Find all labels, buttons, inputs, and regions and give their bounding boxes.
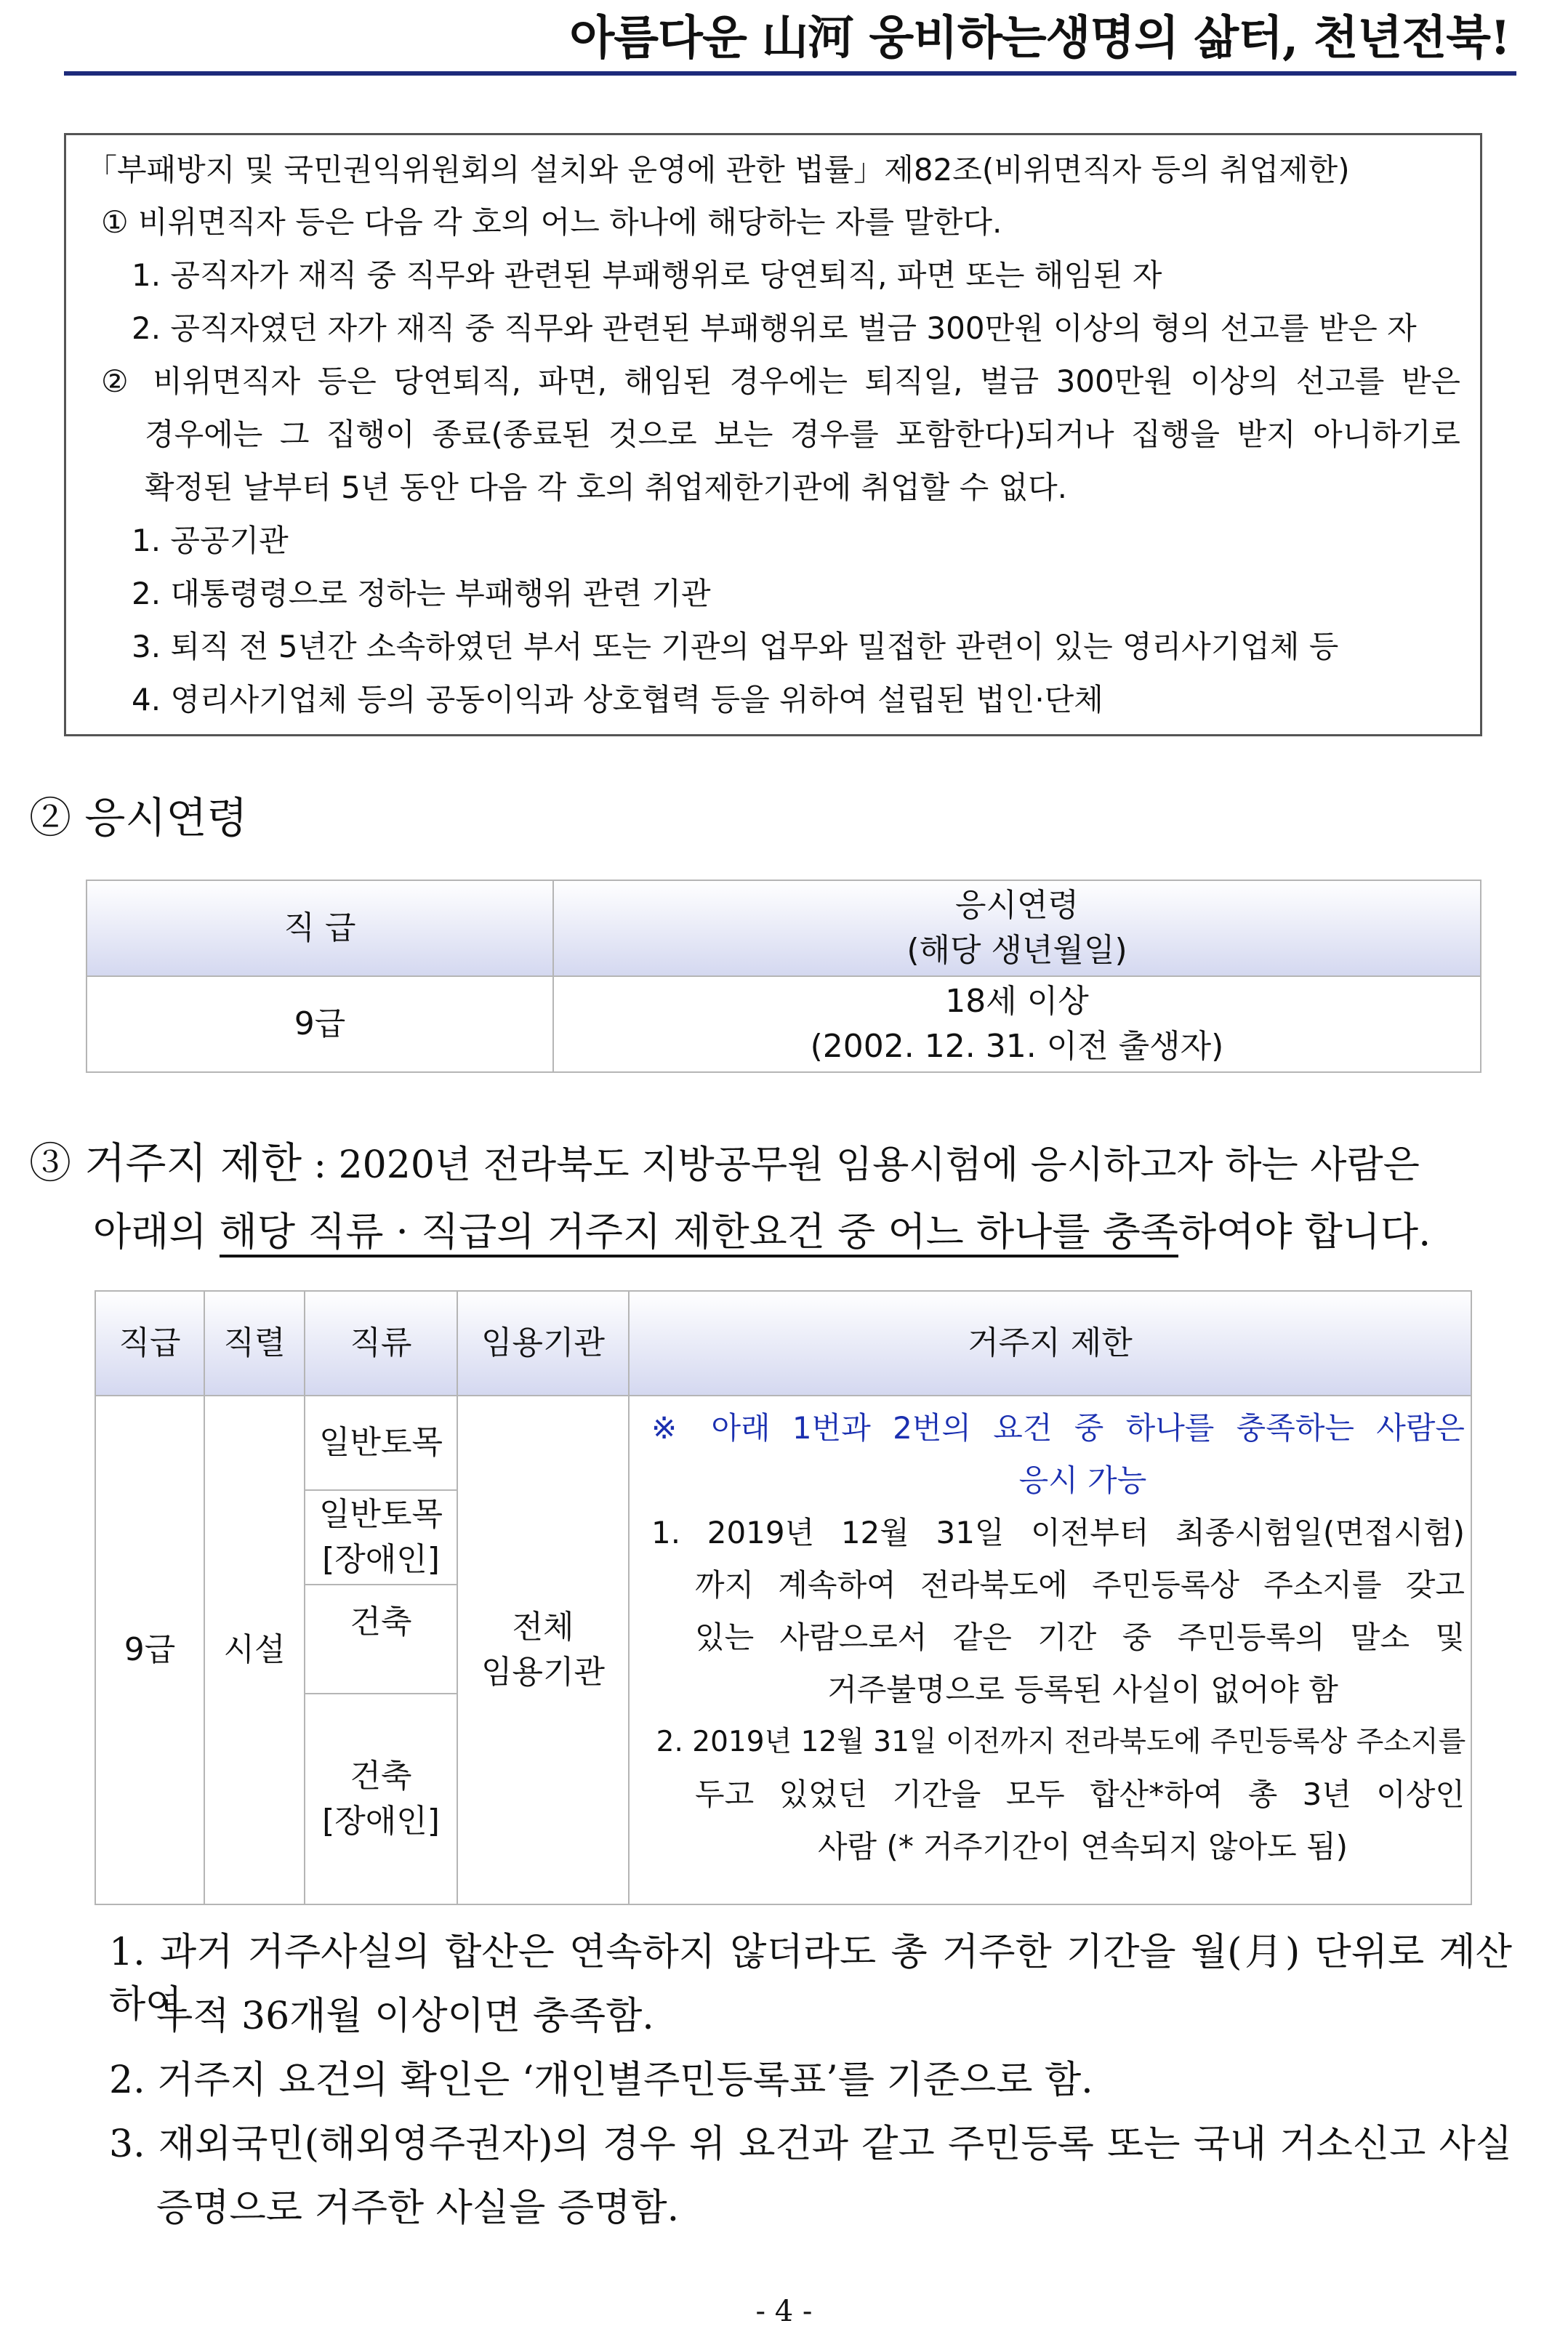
section-3-line2-b: 하여야 합니다.: [1178, 1209, 1431, 1255]
cond1-line-3: 있는 사람으로서 같은 기간 중 주민등록의 말소 및: [695, 1619, 1465, 1655]
res-header-series: 직렬: [204, 1291, 305, 1396]
age-table-header-grade: 직 급: [87, 880, 553, 976]
agency-line-1: 전체: [512, 1609, 574, 1646]
class-4-line-2: [장애인]: [322, 1803, 440, 1840]
cond1-line-4: 거주불명으로 등록된 사실이 없어야 함: [827, 1672, 1338, 1707]
res-class-cell-3: [305, 1585, 457, 1694]
age-header-line-1: 응시연령: [954, 887, 1079, 924]
res-header-residence: 거주지 제한: [629, 1291, 1471, 1396]
cond1-line-2: 까지 계속하여 전라북도에 주민등록상 주소지를 갖고: [695, 1567, 1465, 1603]
notice-line-1: ※ 아래 1번과 2번의 요건 중 하나를 충족하는 사람은: [651, 1410, 1465, 1446]
law-paragraph-1: ① 비위면직자 등은 다음 각 호의 어느 하나에 해당하는 자를 말한다.: [101, 204, 1002, 240]
residence-requirement-table: [95, 1290, 1472, 1905]
note-1-line-1: 1. 과거 거주사실의 합산은 연속하지 않더라도 총 거주한 기간을 월(月) 단위로 계산하여: [109, 1931, 1512, 2027]
res-series-cell: 시설: [204, 1396, 305, 1904]
agency-line-2: 임용기관: [481, 1654, 605, 1691]
law-paragraph-2-line-3: 확정된 날부터 5년 동안 다음 각 호의 취업제한기관에 취업할 수 없다.: [145, 470, 1068, 505]
residence-row-1: [95, 1396, 1471, 1490]
law-p2-item-1: 1. 공공기관: [132, 523, 289, 558]
notice-line-2: 응시 가능: [1018, 1462, 1147, 1498]
res-grade-cell: 9급: [95, 1396, 204, 1904]
law-paragraph-2-line-1: ② 비위면직자 등은 당연퇴직, 파면, 해임된 경우에는 퇴직일, 벌금 300만원 이상의 선고를 받은: [101, 363, 1460, 399]
cond1-line-1: 1. 2019년 12월 31일 이전부터 최종시험일(면접시험): [651, 1515, 1465, 1550]
res-agency-cell: [457, 1396, 629, 1904]
header-rule: [64, 71, 1516, 76]
res-header-agency: 임용기관: [457, 1291, 629, 1396]
residence-table-header-row: [95, 1291, 1471, 1396]
page-number: - 4 -: [755, 2295, 813, 2328]
cond2-line-1: 2. 2019년 12월 31일 이전까지 전라북도에 주민등록상 주소지를: [656, 1726, 1466, 1758]
age-table-header-row: [87, 880, 1481, 976]
law-p2-item-2: 2. 대통령령으로 정하는 부패행위 관련 기관: [132, 576, 711, 611]
res-condition-cell: [629, 1396, 1471, 1904]
cond2-line-2: 두고 있었던 기간을 모두 합산*하여 총 3년 이상인: [695, 1776, 1465, 1812]
age-table-row: [87, 976, 1481, 1072]
res-header-grade: 직급: [95, 1291, 204, 1396]
law-title: 「부패방지 및 국민권익위원회의 설치와 운영에 관한 법률」제82조(비위면직자 등의 취업제한): [87, 152, 1350, 188]
age-table-age-cell: [553, 976, 1481, 1072]
age-table-grade-cell: 9급: [87, 976, 553, 1072]
age-value-line-2: (2002. 12. 31. 이전 출생자): [810, 1028, 1224, 1065]
class-2-line-1: 일반토목: [318, 1496, 443, 1533]
res-class-cell-1: [305, 1396, 457, 1490]
class-1-line-1: 일반토목: [318, 1424, 443, 1461]
law-excerpt-box: [64, 133, 1482, 736]
section-3-heading-prefix: ③ 거주지 제한: [29, 1138, 302, 1188]
age-requirement-table: [86, 880, 1481, 1073]
section-3-heading-line-2: [93, 1203, 1431, 1261]
age-header-line-2: (해당 생년월일): [906, 932, 1127, 969]
age-table-header-age: [553, 880, 1481, 976]
law-paragraph-2-line-2: 경우에는 그 집행이 종료(종료된 것으로 보는 경우를 포함한다)되거나 집행을 받지 아니하기로: [145, 417, 1460, 452]
res-class-cell-4: [305, 1694, 457, 1904]
note-3-line-1: 3. 재외국민(해외영주권자)의 경우 위 요건과 같고 주민등록 또는 국내 거소신고 사실: [109, 2122, 1512, 2166]
law-p1-item-1: 1. 공직자가 재직 중 직무와 관련된 부패행위로 당연퇴직, 파면 또는 해임된 자: [132, 257, 1162, 293]
section-2-heading: ② 응시연령: [29, 793, 248, 842]
header-slogan: 아름다운 山河 웅비하는생명의 삶터, 천년전북!: [569, 11, 1510, 65]
section-3-line2-a: 아래의: [93, 1209, 220, 1255]
cond2-line-3: 사람 (* 거주기간이 연속되지 않아도 됨): [817, 1829, 1348, 1864]
note-1-line-2: 누적 36개월 이상이면 충족함.: [156, 1995, 654, 2038]
law-p1-item-2: 2. 공직자였던 자가 재직 중 직무와 관련된 부패행위로 벌금 300만원 이상의 형의 선고를 받은 자: [132, 310, 1417, 346]
section-3-heading-rest: : 2020년 전라북도 지방공무원 임용시험에 응시하고자 하는 사람은: [302, 1143, 1420, 1187]
note-3-line-2: 증명으로 거주한 사실을 증명함.: [156, 2186, 680, 2230]
class-3-line-1: 건축: [350, 1603, 412, 1641]
res-header-class: 직류: [305, 1291, 457, 1396]
section-3-line2-underlined: 해당 직류 · 직급의 거주지 제한요건 중 어느 하나를 충족: [220, 1209, 1178, 1258]
section-3-heading-line-1: [29, 1134, 1420, 1194]
age-value-line-1: 18세 이상: [945, 983, 1089, 1020]
law-p2-item-3: 3. 퇴직 전 5년간 소속하였던 부서 또는 기관의 업무와 밀접한 관련이 있는 영리사기업체 등: [132, 629, 1339, 664]
law-p2-item-4: 4. 영리사기업체 등의 공동이익과 상호협력 등을 위하여 설립된 법인·단체: [132, 682, 1103, 717]
class-2-line-2: [장애인]: [322, 1541, 440, 1578]
class-4-line-1: 건축: [350, 1758, 412, 1795]
res-class-cell-2: [305, 1490, 457, 1585]
note-2: 2. 거주지 요건의 확인은 ‘개인별주민등록표’를 기준으로 함.: [109, 2059, 1093, 2102]
condition-text-block: [630, 1396, 1471, 1885]
